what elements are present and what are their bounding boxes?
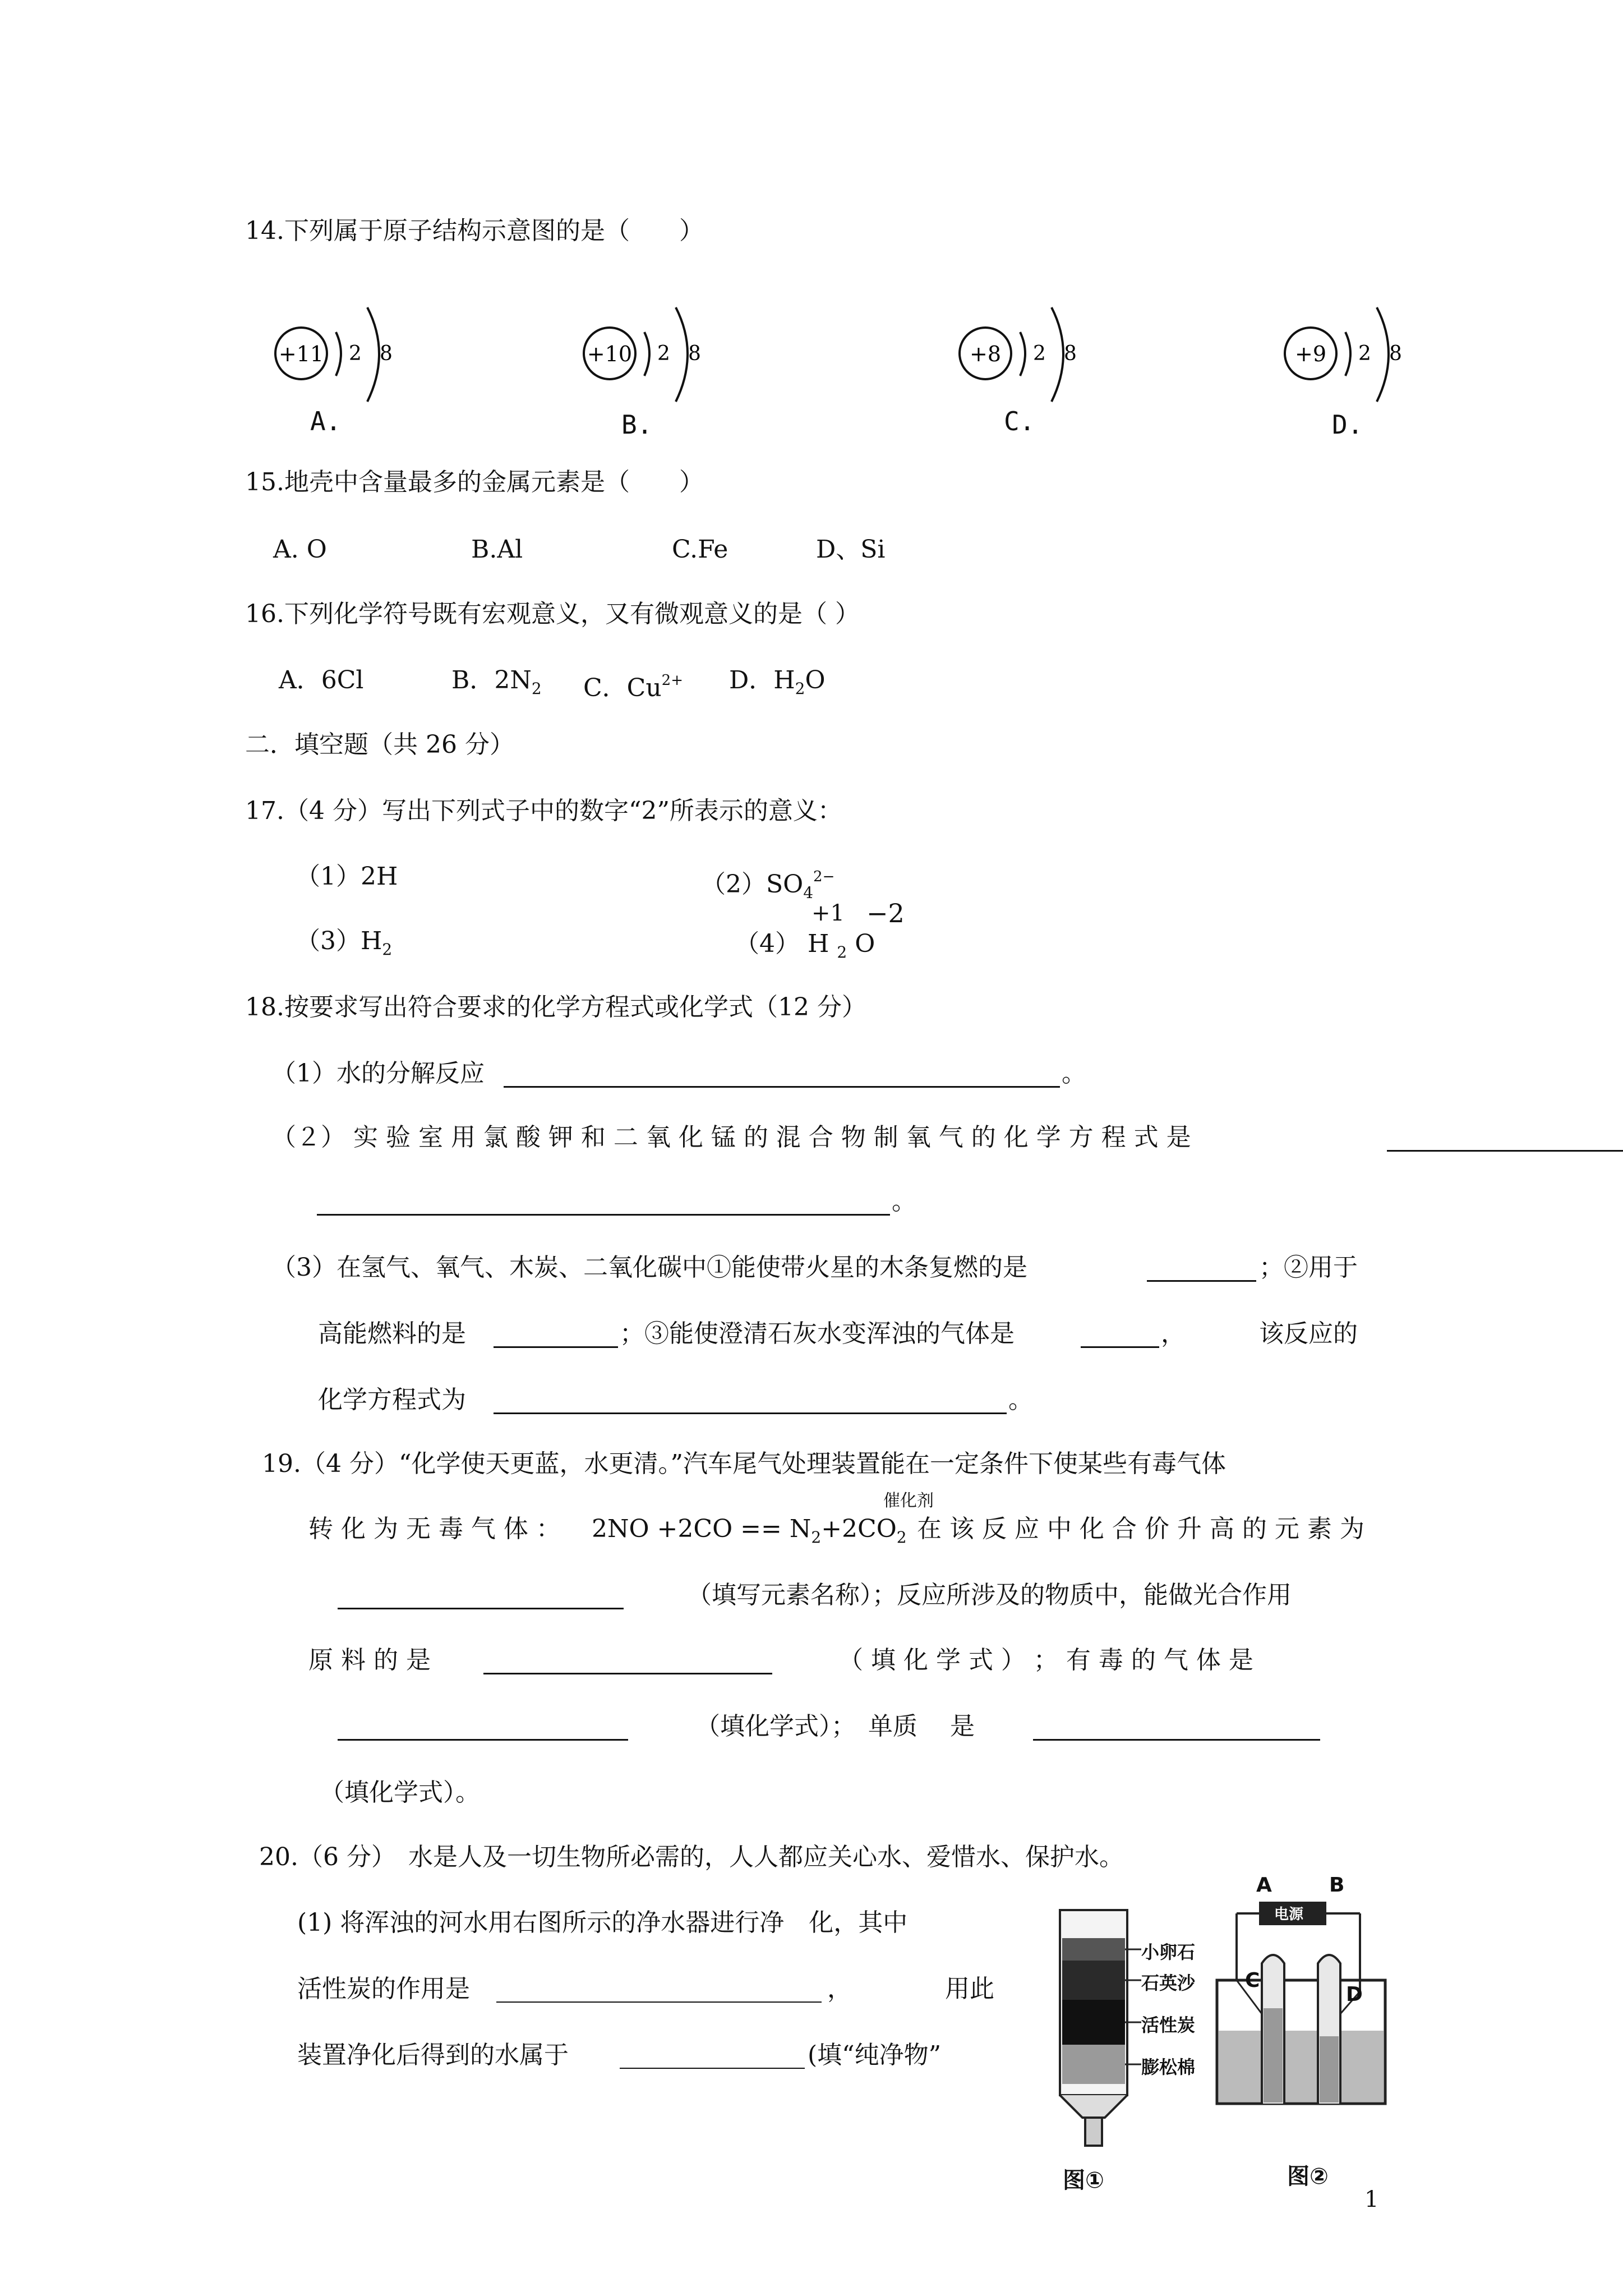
answer-blank[interactable]	[494, 1412, 1007, 1414]
layer-label: 膨松棉	[1141, 2056, 1196, 2078]
q19-stem: 19.（4 分）“化学使天更蓝，水更清。”汽车尾气处理装置能在一定条件下使某些有毒气体	[262, 1450, 1226, 1478]
q19-line2-pre: 转 化 为 无 毒 气 体 ：	[308, 1515, 561, 1543]
layer-label: 小卵石	[1141, 1941, 1196, 1963]
q20-part1-line1: (1) 将浑浊的河水用右图所示的净水器进行净 化，其中	[297, 1908, 908, 1937]
layer-label: 石英沙	[1141, 1972, 1196, 1994]
nucleus-label: +8	[969, 342, 1002, 366]
q19-line4-pre: 原 料 的 是	[308, 1646, 431, 1674]
q18-part2: （２） 实 验 室 用 氯 酸 钾 和 二 氧 化 锰 的 混 合 物 制 氧 气 的 化 学 方 程 式 是	[271, 1123, 1191, 1152]
answer-blank[interactable]	[504, 1086, 1060, 1088]
answer-blank[interactable]	[1033, 1739, 1320, 1741]
q18-part3-line2-d: 该反应的	[1259, 1319, 1358, 1348]
atom-diagram-b	[582, 297, 716, 395]
reaction-equation: $2NO +2CO == N_2+2CO_2$	[592, 1515, 907, 1547]
q20-part1-line3-a: 装置净化后得到的水属于	[297, 2041, 569, 2069]
q19-line5: （填化学式）； 单质 是	[695, 1712, 975, 1741]
figure-2-caption: 图②	[1287, 2164, 1329, 2189]
q18-part3-line1-end: ；②用于	[1259, 1253, 1358, 1282]
q17-valence-h: +1	[811, 900, 845, 926]
q20-part1-line2-c: 用此	[945, 1975, 994, 2003]
q18-part3-end: 。	[1008, 1386, 1033, 1414]
page-number: 1	[1364, 2187, 1379, 2212]
q18-part3-line1: （3）在氢气、氧气、木炭、二氧化碳中①能使带火星的木条复燃的是	[271, 1253, 1027, 1282]
q18-part2-end: 。	[892, 1187, 916, 1216]
q16-option-b: B．$2N_2$	[451, 666, 542, 698]
shell2-label: 8	[688, 342, 701, 365]
q17-item-1: （1）2H	[296, 862, 398, 891]
q15-option-b: B.Al	[471, 535, 523, 564]
q16-option-c: C．$Cu^{2+}$	[583, 672, 683, 702]
shell1-label: 2	[1358, 342, 1371, 365]
q15-option-a: A. O	[273, 535, 327, 564]
electrode-label-a: A	[1256, 1874, 1272, 1897]
q18-part1: （1）水的分解反应	[271, 1059, 485, 1088]
nucleus-label: +10	[587, 342, 633, 366]
electrode-label-b: B	[1329, 1874, 1345, 1897]
q16-option-a: A．6Cl	[279, 666, 364, 694]
q18-part3-line3: 化学方程式为	[318, 1386, 466, 1414]
atom-letter-b: B.	[621, 409, 653, 440]
q18-part1-end: 。	[1062, 1059, 1086, 1088]
atom-diagram-c	[957, 297, 1092, 395]
answer-blank[interactable]	[338, 1608, 624, 1609]
q17-item-3: $(3)H_2$	[296, 927, 393, 959]
atom-diagram-a	[273, 297, 408, 395]
answer-blank[interactable]	[494, 1346, 618, 1348]
shell2-label: 8	[1389, 342, 1402, 365]
q20-part1-line2-b: ，	[827, 1975, 852, 2003]
q16-option-d: D．$H_2O$	[729, 666, 826, 698]
shell2-label: 8	[1064, 342, 1077, 365]
catalyst-label: 催化剂	[883, 1491, 934, 1511]
layer-label: 活性炭	[1141, 2014, 1196, 2036]
q15-option-d: D、Si	[816, 535, 886, 564]
answer-blank[interactable]	[317, 1214, 890, 1216]
shell1-label: 2	[349, 342, 362, 365]
q18-part3-line2-b: ；③能使澄清石灰水变浑浊的气体是	[620, 1319, 1015, 1348]
q20-part1-line2-a: 活性炭的作用是	[297, 1975, 470, 2003]
q20-part1-line3-b: (填“纯净物”	[808, 2041, 942, 2069]
answer-blank[interactable]	[1081, 1346, 1159, 1348]
answer-blank[interactable]	[620, 2068, 805, 2069]
atom-letter-c: C.	[1004, 406, 1035, 436]
nucleus-label: +11	[278, 342, 324, 366]
shell2-label: 8	[380, 342, 393, 365]
q18-part3-line2-a: 高能燃料的是	[318, 1319, 466, 1348]
q20-stem: 20.（6 分） 水是人及一切生物所必需的，人人都应关心水、爱惜水、保护水。	[259, 1843, 1124, 1871]
q19-line2-post: 在 该 反 应 中 化 合 价 升 高 的 元 素 为	[917, 1515, 1364, 1543]
tube-label-d: D	[1346, 1983, 1363, 2006]
tube-label-c: C	[1245, 1969, 1260, 1992]
q14-stem: 14.下列属于原子结构示意图的是（ ）	[245, 217, 704, 245]
shell1-label: 2	[1033, 342, 1046, 365]
q18-part3-line2-c: ，	[1161, 1319, 1186, 1348]
power-supply-label: 电源	[1274, 1906, 1304, 1923]
atom-diagram-d	[1283, 297, 1417, 395]
q17-stem: 17.（4 分）写出下列式子中的数字“2”所表示的意义：	[245, 797, 842, 825]
q18-stem: 18.按要求写出符合要求的化学方程式或化学式（12 分）	[245, 993, 866, 1022]
q19-line6: （填化学式）。	[320, 1778, 480, 1807]
answer-blank[interactable]	[496, 2001, 822, 2003]
q19-line4-post: （ 填 化 学 式 ） ； 有 毒 的 气 体 是	[838, 1646, 1253, 1674]
q15-option-c: C.Fe	[672, 535, 728, 564]
q15-stem: 15.地壳中含量最多的金属元素是（ ）	[245, 468, 704, 496]
atom-letter-d: D.	[1332, 409, 1363, 440]
answer-blank[interactable]	[483, 1673, 772, 1674]
atom-letter-a: A.	[310, 406, 342, 436]
q17-valence-o: −2	[866, 898, 905, 928]
answer-blank[interactable]	[1387, 1150, 1623, 1152]
answer-blank[interactable]	[1147, 1280, 1256, 1282]
q19-line3: （填写元素名称）；反应所涉及的物质中，能做光合作用	[687, 1581, 1292, 1609]
nucleus-label: +9	[1294, 342, 1327, 366]
shell1-label: 2	[657, 342, 670, 365]
section-heading: 二．填空题（共 26 分）	[245, 730, 514, 759]
q17-item-4: （4） H $_2$ O	[735, 930, 875, 961]
figure-1-caption: 图①	[1063, 2168, 1104, 2193]
q17-item-2: $(2)SO_4^{2-}$	[701, 868, 835, 902]
answer-blank[interactable]	[338, 1739, 628, 1741]
q16-stem: 16.下列化学符号既有宏观意义，又有微观意义的是（ ）	[245, 600, 860, 628]
